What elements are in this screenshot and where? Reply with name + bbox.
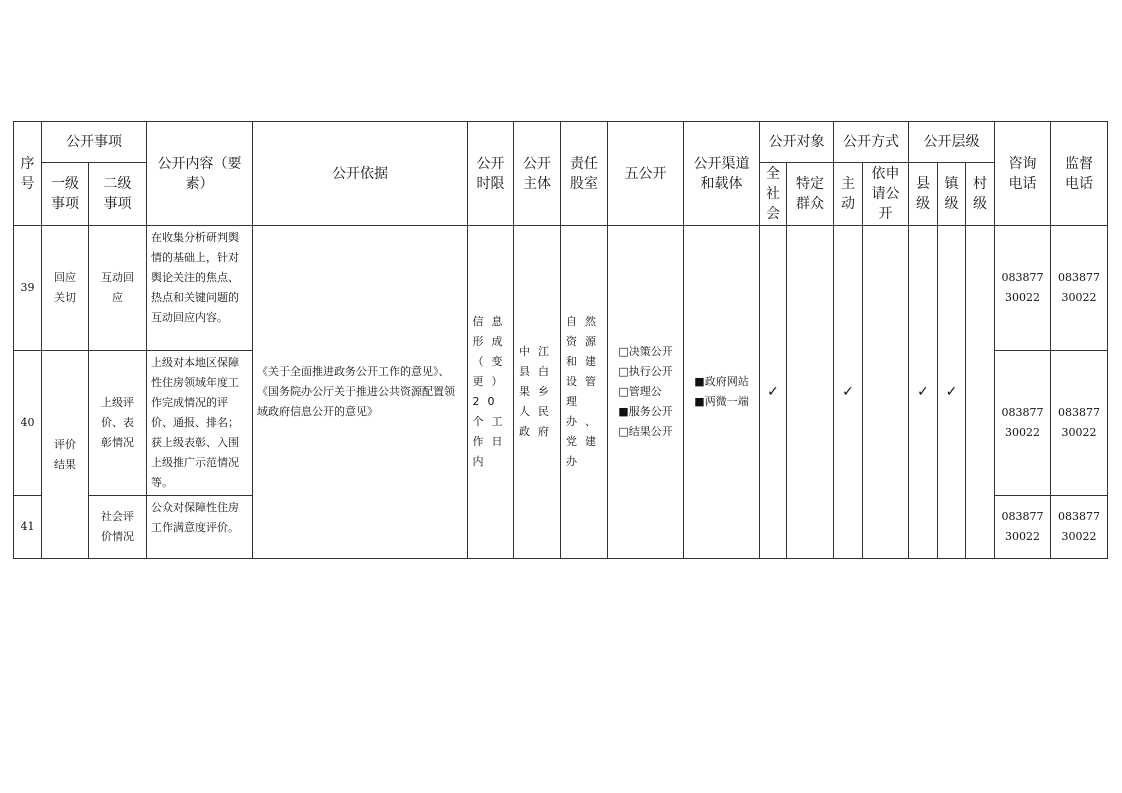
header-matter: 公开事项 [42, 122, 147, 163]
header-time-limit: 公开时限 [468, 122, 514, 226]
header-five-open: 五公开 [608, 122, 684, 226]
row-level2: 社会评价情况 [89, 496, 147, 559]
header-subject: 公开主体 [514, 122, 561, 226]
row-supervise-phone: 08387730022 [1051, 351, 1108, 496]
header-method-request: 依申请公开 [863, 163, 909, 226]
channel-item: ■两微一端 [694, 395, 749, 408]
header-level1: 一级事项 [42, 163, 89, 226]
header-dept: 责任股室 [561, 122, 608, 226]
method-active-check: ✓ [834, 226, 863, 559]
shared-time-limit: 信息形成（变更）20个工作日内 [468, 226, 514, 559]
header-supervise-phone: 监督电话 [1051, 122, 1108, 226]
header-method-active: 主动 [834, 163, 863, 226]
row-level2: 互动回应 [89, 226, 147, 351]
row-consult-phone: 08387730022 [995, 496, 1051, 559]
header-channel: 公开渠道和载体 [684, 122, 760, 226]
header-level: 公开层级 [909, 122, 995, 163]
header-basis: 公开依据 [253, 122, 468, 226]
header-seq: 序号 [14, 122, 42, 226]
channel-item: ■政府网站 [694, 375, 749, 388]
shared-basis: 《关于全面推进政务公开工作的意见》、《国务院办公厅关于推进公共资源配置领域政府信息公开的意见》 [253, 226, 468, 559]
row-content: 上级对本地区保障性住房领域年度工作完成情况的评价、通报、排名；获上级表彰、入围上级推广示范情况等。 [147, 351, 253, 496]
shared-five-open [608, 226, 684, 559]
header-level-county: 县级 [909, 163, 938, 226]
header-target-specific: 特定群众 [787, 163, 834, 226]
row-seq: 40 [14, 351, 42, 496]
row-seq: 41 [14, 496, 42, 559]
header-consult-phone: 咨询电话 [995, 122, 1051, 226]
shared-dept: 自然资源和建设管理办、党建办 [561, 226, 608, 559]
header-target: 公开对象 [760, 122, 834, 163]
five-open-item: □决策公开 [618, 345, 673, 358]
row-content: 在收集分析研判舆情的基础上，针对舆论关注的焦点、热点和关键问题的互动回应内容。 [147, 226, 253, 351]
target-all-check: ✓ [760, 226, 787, 559]
target-specific-cell [787, 226, 834, 559]
header-level-town: 镇级 [938, 163, 966, 226]
row-consult-phone: 08387730022 [995, 351, 1051, 496]
table-row [14, 226, 1108, 351]
five-open-item: □结果公开 [618, 425, 673, 438]
header-level2: 二级事项 [89, 163, 147, 226]
five-open-item: □执行公开 [618, 365, 673, 378]
row-consult-phone: 08387730022 [995, 226, 1051, 351]
shared-channel [684, 226, 760, 559]
level-county-check: ✓ [909, 226, 938, 559]
disclosure-table [13, 121, 1108, 559]
header-level-village: 村级 [966, 163, 995, 226]
method-request-cell [863, 226, 909, 559]
header-content: 公开内容（要素） [147, 122, 253, 226]
row-supervise-phone: 08387730022 [1051, 496, 1108, 559]
row-seq: 39 [14, 226, 42, 351]
header-target-all: 全社会 [760, 163, 787, 226]
level-town-check: ✓ [938, 226, 966, 559]
shared-subject: 中江县白果乡人民政府 [514, 226, 561, 559]
row-level1: 回应关切 [42, 226, 89, 351]
row-supervise-phone: 08387730022 [1051, 226, 1108, 351]
five-open-item: ■服务公开 [618, 405, 673, 418]
row-level2: 上级评价、表彰情况 [89, 351, 147, 496]
row-content: 公众对保障性住房工作满意度评价。 [147, 496, 253, 559]
header-method: 公开方式 [834, 122, 909, 163]
level-village-cell [966, 226, 995, 559]
row-level1: 评价结果 [42, 351, 89, 559]
five-open-item: □管理公 [618, 385, 662, 398]
